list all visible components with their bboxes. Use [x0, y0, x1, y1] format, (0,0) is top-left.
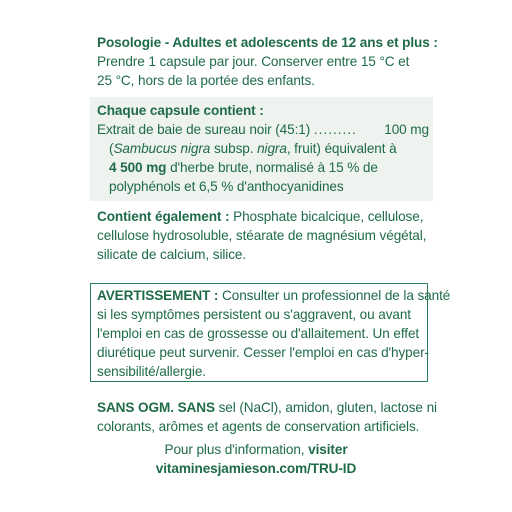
other-ingredients-line: Contient également : Phosphate bicalcique, cellulose, — [97, 209, 424, 224]
other-ingredients-line: cellulose hydrosoluble, stéarate de magnésium végétal, — [97, 228, 427, 243]
visit-label: visiter — [308, 442, 348, 457]
ingredients-section — [97, 101, 437, 196]
latin-name-line: (Sambucus nigra subsp. nigra, fruit) équivalent à — [109, 141, 397, 156]
other-ingredients-section — [97, 207, 437, 264]
other-ingredients-line: silicate de calcium, silice. — [97, 247, 247, 262]
info-line: Pour plus d'information, visiter — [164, 442, 348, 457]
warning-section — [97, 286, 451, 381]
ingredient-amount: 100 mg — [384, 122, 429, 137]
other-ingredients-heading: Contient également : — [97, 209, 230, 224]
free-from-line: SANS OGM. SANS sel (NaCl), amidon, gluten, lactose ni — [97, 400, 437, 415]
equivalence-amount: 4 500 mg — [109, 160, 167, 175]
warning-line: diurétique peut survenir. Cesser l'emploi en cas d'hyper- — [97, 345, 429, 360]
warning-line: sensibilité/allergie. — [97, 364, 206, 379]
ingredients-heading: Chaque capsule contient : — [97, 103, 264, 118]
dosage-line: Prendre 1 capsule par jour. Conserver entre 15 °C et — [97, 54, 410, 69]
dosage-section — [97, 33, 437, 90]
standardization-line: polyphénols et 6,5 % d'anthocyanidines — [109, 179, 344, 194]
warning-line: l'emploi en cas de grossesse ou d'allaitement. Un effet — [97, 326, 420, 341]
leader-dots: ......... — [313, 122, 357, 137]
dosage-heading: Posologie - Adultes et adolescents de 12 ans et plus : — [97, 35, 438, 50]
warning-heading: AVERTISSEMENT : — [97, 288, 219, 303]
info-section — [0, 440, 512, 478]
warning-line: AVERTISSEMENT : Consulter un professionnel de la santé — [97, 288, 451, 303]
latin-subspecies: nigra — [257, 141, 287, 156]
website-link[interactable]: vitaminesjamieson.com/TRU-ID — [155, 461, 357, 476]
free-from-section — [97, 398, 437, 436]
latin-name: Sambucus nigra — [113, 141, 211, 156]
equivalence-line: 4 500 mg d'herbe brute, normalisé à 15 % de — [109, 160, 378, 175]
dosage-line: 25 °C, hors de la portée des enfants. — [97, 73, 315, 88]
warning-line: si les symptômes persistent ou s'aggravent, ou avant — [97, 307, 411, 322]
ingredient-name: Extrait de baie de sureau noir (45:1) — [97, 122, 311, 137]
ingredient-row — [97, 120, 429, 139]
free-from-line: colorants, arômes et agents de conservation artificiels. — [97, 419, 420, 434]
free-from-heading: SANS OGM. SANS — [97, 400, 215, 415]
